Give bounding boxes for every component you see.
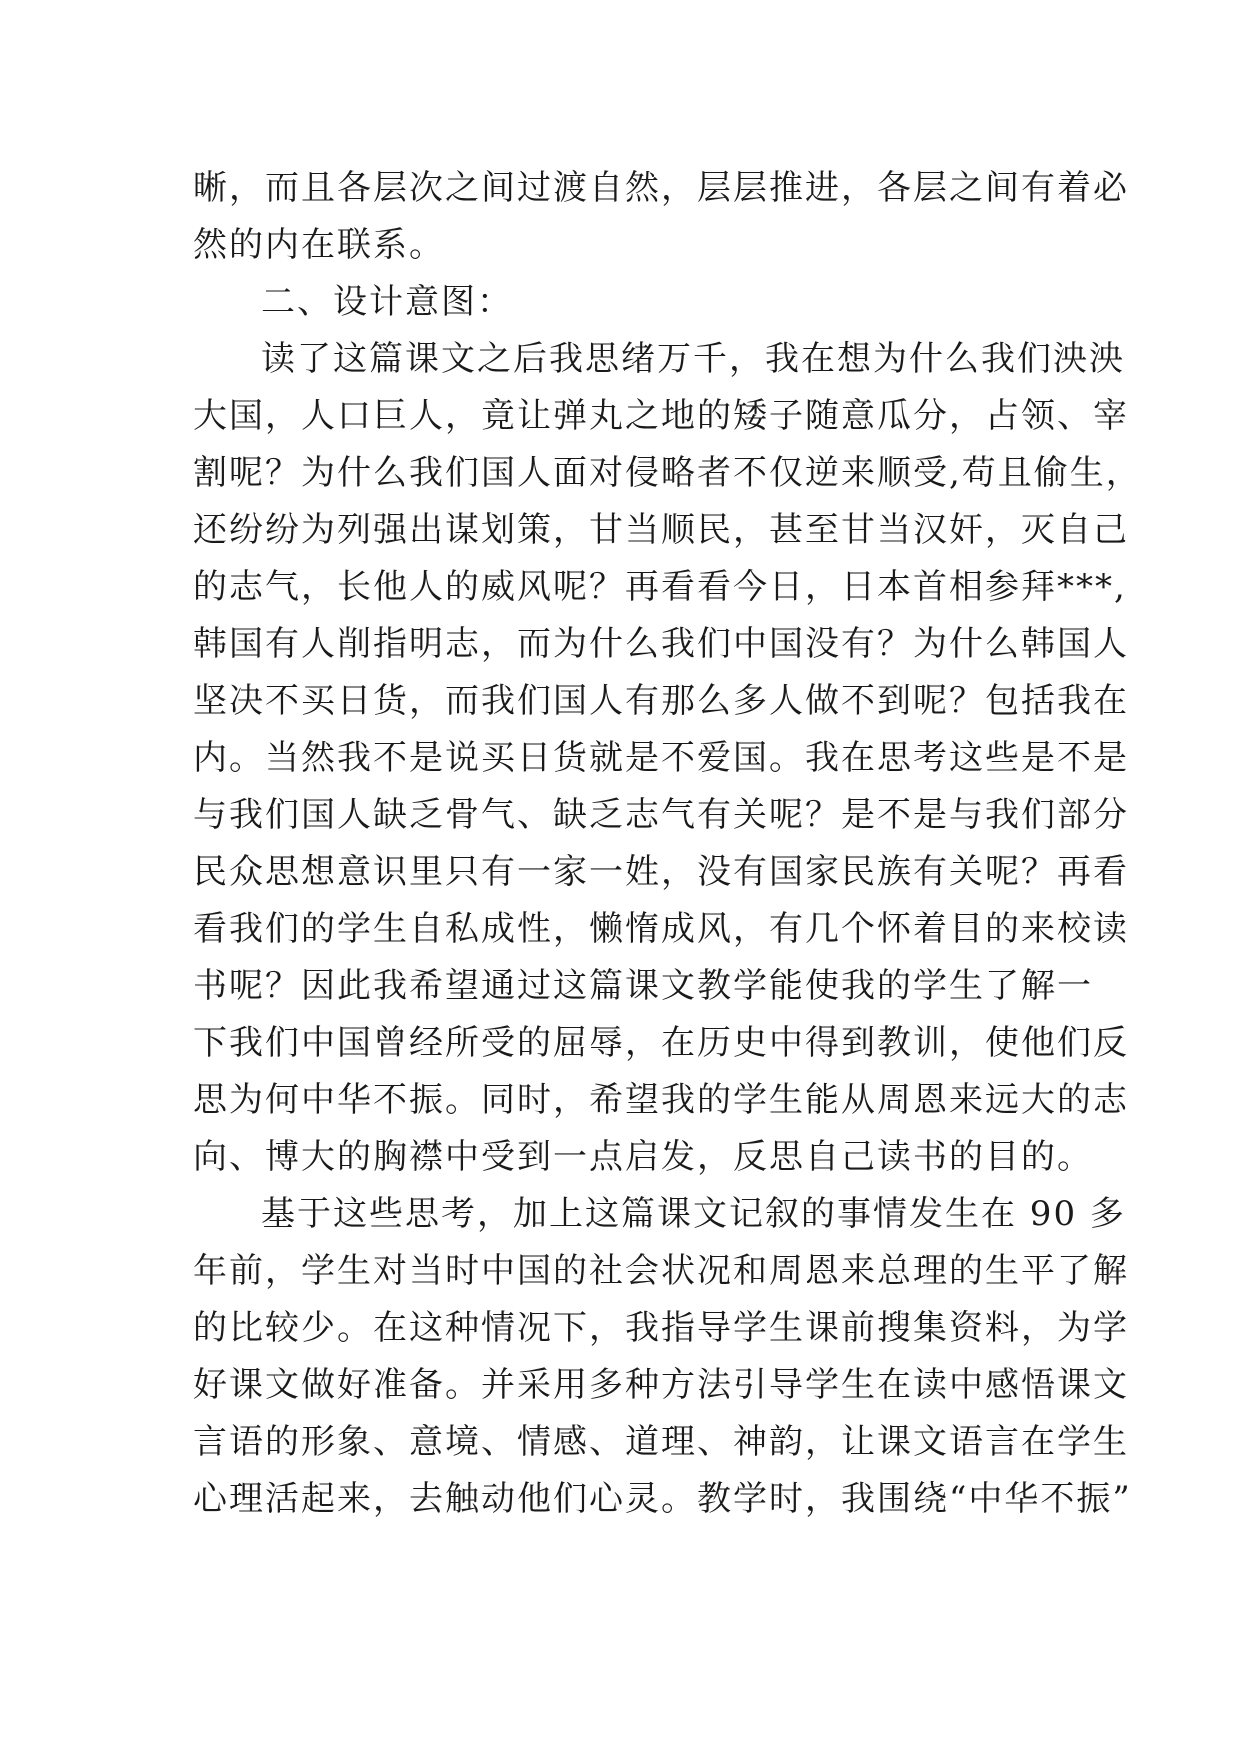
text-line: 韩国有人削指明志，而为什么我们中国没有？为什么韩国人 — [193, 624, 1129, 664]
text-line: 的比较少。在这种情况下，我指导学生课前搜集资料，为学 — [193, 1308, 1129, 1348]
text-line: 好课文做好准备。并采用多种方法引导学生在读中感悟课文 — [193, 1365, 1129, 1405]
text-line: 然的内在联系。 — [193, 225, 445, 265]
text-line: 晰，而且各层次之间过渡自然，层层推进，各层之间有着必 — [193, 168, 1129, 208]
text-line: 看我们的学生自私成性，懒惰成风，有几个怀着目的来校读 — [193, 909, 1129, 949]
text-line: 大国，人口巨人，竟让弹丸之地的矮子随意瓜分，占领、宰 — [193, 396, 1129, 436]
text-line: 与我们国人缺乏骨气、缺乏志气有关呢？是不是与我们部分 — [193, 795, 1129, 835]
section-heading: 二、设计意图： — [261, 282, 513, 322]
text-line: 坚决不买日货，而我们国人有那么多人做不到呢？包括我在 — [193, 681, 1129, 721]
text-line: 思为何中华不振。同时，希望我的学生能从周恩来远大的志 — [193, 1080, 1129, 1120]
text-line: 读了这篇课文之后我思绪万千，我在想为什么我们泱泱 — [261, 339, 1125, 379]
text-line: 还纷纷为列强出谋划策，甘当顺民，甚至甘当汉奸，灭自己 — [193, 510, 1129, 550]
text-line: 内。当然我不是说买日货就是不爱国。我在思考这些是不是 — [193, 738, 1129, 778]
text-line: 基于这些思考，加上这篇课文记叙的事情发生在 90 多 — [261, 1194, 1126, 1234]
text-line: 割呢？为什么我们国人面对侵略者不仅逆来顺受,苟且偷生， — [193, 453, 1142, 493]
text-line: 下我们中国曾经所受的屈辱，在历史中得到教训，使他们反 — [193, 1023, 1129, 1063]
text-line: 年前，学生对当时中国的社会状况和周恩来总理的生平了解 — [193, 1251, 1129, 1291]
text-line: 言语的形象、意境、情感、道理、神韵，让课文语言在学生 — [193, 1422, 1129, 1462]
document-body — [193, 160, 1142, 1528]
text-line: 向、博大的胸襟中受到一点启发，反思自己读书的目的。 — [193, 1137, 1093, 1177]
text-line: 心理活起来，去触动他们心灵。教学时，我围绕“中华不振” — [193, 1479, 1132, 1519]
text-line: 民众思想意识里只有一家一姓，没有国家民族有关呢？再看 — [193, 852, 1129, 892]
text-line: 书呢？因此我希望通过这篇课文教学能使我的学生了解一 — [193, 966, 1093, 1006]
text-line: 的志气，长他人的威风呢？再看看今日，日本首相参拜***, — [193, 567, 1127, 607]
